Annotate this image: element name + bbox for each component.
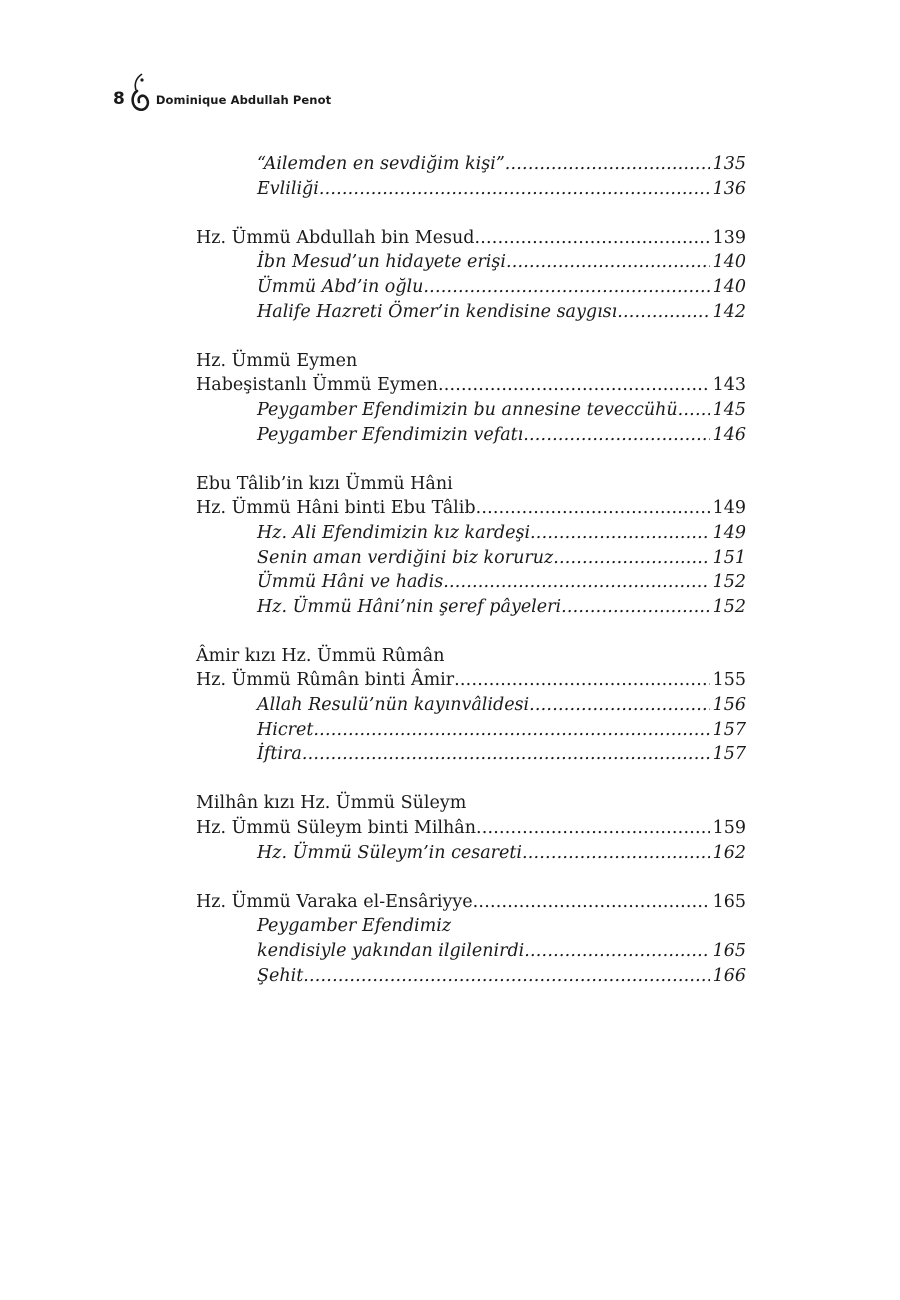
toc-page-number: 165	[712, 941, 746, 961]
toc-entry-title: Hz. Ümmü Varaka el-Ensâriyye	[196, 891, 473, 912]
toc-section	[196, 644, 748, 767]
toc-page-number: 142	[712, 301, 746, 322]
toc-entry-title: Milhân kızı Hz. Ümmü Süleym	[196, 793, 467, 814]
toc-subentry[interactable]	[196, 718, 748, 743]
toc-entry-title: Şehit	[257, 965, 304, 986]
toc-page-number: 156	[712, 695, 746, 716]
toc-entry[interactable]	[196, 472, 748, 497]
table-of-contents	[196, 152, 748, 1013]
toc-entry-title: Hz. Ümmü Abdullah bin Mesud	[196, 227, 475, 248]
toc-entry[interactable]	[196, 226, 748, 251]
dot-leader	[530, 521, 710, 546]
dot-leader	[529, 693, 710, 718]
toc-subentry[interactable]	[196, 841, 748, 866]
toc-entry-title: Senin aman verdiğini biz koruruz	[257, 547, 554, 568]
toc-entry-title: Ümmü Hâni ve hadis	[257, 572, 444, 593]
toc-entry-title: Âmir kızı Hz. Ümmü Rûmân	[196, 645, 445, 666]
toc-entry-title: Hz. Ümmü Hâni binti Ebu Tâlib	[196, 498, 476, 519]
toc-subentry[interactable]	[196, 693, 748, 718]
toc-entry-title: kendisiyle yakından ilgilenirdi	[257, 941, 525, 961]
dot-leader	[319, 177, 710, 202]
toc-page-number: 166	[712, 965, 746, 986]
dot-leader	[313, 718, 710, 743]
toc-section	[196, 349, 748, 447]
toc-entry-title: Hz. Ümmü Süleym binti Milhân	[196, 818, 476, 839]
toc-subentry[interactable]	[196, 152, 748, 177]
toc-entry-title: Hz. Ali Efendimizin kız kardeşi	[257, 522, 531, 543]
toc-section	[196, 226, 748, 324]
toc-entry-title: Peygamber Efendimizin bu annesine teveccühü	[257, 399, 678, 420]
dot-leader	[423, 275, 710, 300]
toc-entry-title: Habeşistanlı Ümmü Eymen	[196, 375, 438, 396]
dot-leader	[473, 890, 710, 915]
toc-subentry[interactable]	[196, 275, 748, 300]
toc-subentry[interactable]	[196, 398, 748, 423]
dot-leader	[553, 546, 710, 571]
dot-leader	[454, 668, 710, 693]
toc-entry-title: “Ailemden en sevdiğim kişi”	[257, 154, 505, 174]
dot-leader	[506, 250, 710, 275]
toc-entry-title: Hz. Ümmü Süleym’in cesareti	[257, 842, 522, 863]
dot-leader	[678, 398, 710, 423]
dot-leader	[443, 570, 710, 595]
toc-page-number: 143	[712, 375, 746, 396]
toc-entry-title: Hz. Ümmü Rûmân binti Âmir	[196, 670, 455, 691]
toc-entry-title: Halife Hazreti Ömer’in kendisine saygısı	[257, 301, 618, 322]
toc-section	[196, 890, 748, 988]
toc-entry[interactable]	[196, 496, 748, 521]
toc-entry[interactable]	[196, 791, 748, 816]
toc-section	[196, 152, 748, 201]
toc-entry[interactable]	[196, 890, 748, 915]
dot-leader	[438, 373, 710, 398]
toc-page-number: 155	[712, 670, 746, 691]
dot-leader	[476, 496, 710, 521]
dot-leader	[302, 742, 710, 767]
dot-leader	[476, 816, 710, 841]
toc-entry[interactable]	[196, 668, 748, 693]
toc-entry-title: Peygamber Efendimiz	[257, 916, 452, 937]
toc-entry-title: Hz. Ümmü Eymen	[196, 350, 358, 371]
toc-page-number: 152	[712, 596, 746, 617]
toc-page-number: 159	[712, 818, 746, 839]
toc-page-number: 165	[712, 891, 746, 912]
toc-subentry[interactable]	[196, 300, 748, 325]
toc-entry-title: İftira	[257, 744, 302, 765]
dot-leader	[523, 423, 710, 448]
running-header	[113, 70, 331, 114]
toc-entry-title: Allah Resulü’nün kayınvâlidesi	[257, 695, 530, 716]
publisher-logo-icon	[128, 70, 152, 114]
toc-page-number: 140	[712, 276, 746, 297]
toc-subentry[interactable]	[196, 177, 748, 202]
toc-entry-title: İbn Mesud’un hidayete erişi	[257, 252, 506, 273]
dot-leader	[561, 595, 710, 620]
toc-subentry[interactable]	[196, 570, 748, 595]
toc-subentry[interactable]	[196, 423, 748, 448]
toc-entry-title: Hz. Ümmü Hâni’nin şeref pâyeleri	[257, 596, 562, 617]
toc-section	[196, 472, 748, 620]
toc-subentry[interactable]	[196, 939, 748, 964]
toc-subentry[interactable]	[196, 595, 748, 620]
toc-subentry[interactable]	[196, 964, 748, 989]
dot-leader	[303, 964, 710, 989]
toc-entry[interactable]	[196, 644, 748, 669]
toc-subentry[interactable]	[196, 914, 748, 939]
toc-entry-title: Hicret	[257, 719, 314, 740]
toc-page-number: 135	[712, 154, 746, 174]
dot-leader	[522, 841, 710, 866]
toc-section	[196, 791, 748, 865]
dot-leader	[505, 152, 710, 177]
toc-page-number: 145	[712, 399, 746, 420]
toc-page-number: 162	[712, 842, 746, 863]
toc-entry[interactable]	[196, 373, 748, 398]
toc-page-number: 157	[712, 744, 746, 765]
toc-page-number: 152	[712, 572, 746, 593]
toc-subentry[interactable]	[196, 742, 748, 767]
toc-entry-title: Evliliği	[257, 178, 319, 199]
toc-page-number: 151	[712, 547, 746, 568]
dot-leader	[617, 300, 710, 325]
toc-entry[interactable]	[196, 816, 748, 841]
dot-leader	[524, 939, 710, 964]
dot-leader	[475, 226, 710, 251]
toc-page-number: 146	[712, 424, 746, 445]
author-name: Dominique Abdullah Penot	[155, 93, 332, 107]
toc-subentry[interactable]	[196, 546, 748, 571]
toc-subentry[interactable]	[196, 521, 748, 546]
page-number: 8	[113, 89, 125, 109]
toc-subentry[interactable]	[196, 250, 748, 275]
toc-page-number: 136	[712, 178, 746, 199]
toc-page-number: 149	[712, 522, 746, 543]
toc-page-number: 140	[712, 252, 746, 273]
toc-entry-title: Ebu Tâlib’in kızı Ümmü Hâni	[196, 473, 453, 494]
toc-entry[interactable]	[196, 349, 748, 374]
toc-page-number: 149	[712, 498, 746, 519]
toc-page-number: 157	[712, 719, 746, 740]
toc-entry-title: Peygamber Efendimizin vefatı	[257, 424, 524, 445]
toc-entry-title: Ümmü Abd’in oğlu	[257, 276, 424, 297]
toc-page-number: 139	[712, 227, 746, 248]
